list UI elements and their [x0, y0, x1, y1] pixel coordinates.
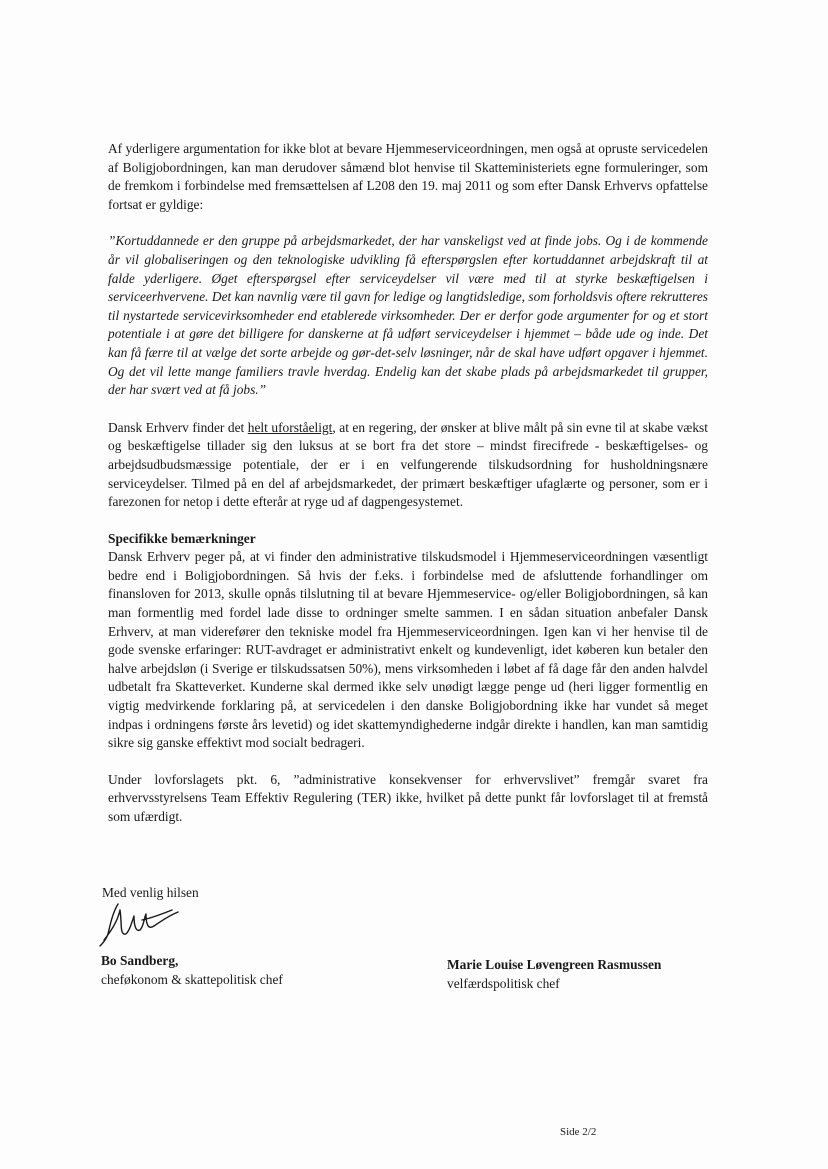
signature-icon	[98, 900, 180, 950]
emphasis-underlined: helt uforståeligt	[247, 419, 333, 435]
paragraph-2-start: Dansk Erhverv finder det	[108, 419, 248, 435]
paragraph-argumentation: Af yderligere argumentation for ikke blot at bevare Hjemmeserviceordningen, men også at opruste servicedelen af Boligjobordningen, kan man derudover såmænd blot henvise til Skatteministeriets egne formuleringer, som de fremkom i forbindelse med fremsættelsen af L208 den 19. maj 2011 og som efter Dansk Erhvervs opfattelse fortsat er gyldige:	[108, 141, 708, 212]
signer-right	[447, 955, 661, 993]
signer-right-name: Marie Louise Løvengreen Rasmussen	[447, 957, 662, 972]
signer-left	[101, 951, 283, 989]
paragraph-dansk-erhverv	[108, 419, 708, 512]
signer-left-title: cheføkonom & skattepolitisk chef	[101, 972, 283, 987]
closing-greeting: Med venlig hilsen	[102, 885, 199, 900]
signer-left-name: Bo Sandberg,	[101, 953, 179, 968]
document-body	[108, 140, 708, 827]
paragraph-2-end: , at en regering, der ønsker at blive målt på sin evne til at skabe vækst og beskæftigelse tillader sig den luksus at se bort fra det store – mindst firecifrede - beskæftigelses- og arbejdsudbudsmæssige potentiale, der er i en velfungerende tilskudsordning for husholdningsnære serviceydelser. Tilmed på en del af arbejdsmarkedet, der primært beskæftiger ufaglærte og personer, som er i farezonen for netop i dette efterår at ryge ud af dagpengesystemet.	[108, 419, 708, 510]
quote-skatteministeriet: ”Kortuddannede er den gruppe på arbejdsmarkedet, der har vanskeligst ved at finde jobs. Og i de kommende år vil globaliseringen og den teknologiske udvikling få efterspørgslen efter kortuddannet arbejdskraft til at falde yderligere. Øget efterspørgsel efter serviceydelser vil være med til at styrke beskæftigelsen i serviceerhvervene. Det kan navnlig være til gavn for ledige og langtidsledige, som forholdsvis oftere rekrutteres til nystartede servicevirksomheder end etablerede virksomheder. Der er derfor gode argumenter for og et stort potentiale i at gøre det billigere for danskerne at få udført serviceydelser i hjemmet – både ude og inde. Det kan få færre til at vælge det sorte arbejde og gør-det-selv løsninger, når de skal have udført opgaver i hjemmet. Og det vil lette mange familiers travle hverdag. Endelig kan det skabe plads på arbejdsmarkedet til grupper, der har svært ved at få jobs.”	[108, 233, 708, 398]
paragraph-lovforslag: Under lovforslagets pkt. 6, ”administrative konsekvenser for erhvervslivet” fremgår svaret fra erhvervsstyrelsens Team Effektiv Regulering (TER) ikke, hvilket på dette punkt får lovforslaget til at fremstå som ufærdigt.	[108, 771, 708, 824]
paragraph-specific-remarks: Dansk Erhverv peger på, at vi finder den administrative tilskudsmodel i Hjemmeserviceordningen væsentligt bedre end i Boligjobordningen. Så hvis der f.eks. i forbindelse med de afsluttende forhandlinger om finansloven for 2013, skulle opnås tilslutning til at bevare Hjemmeservice- og/eller Boligjobordningen, så kan man formentlig med fordel lade disse to ordninger smelte sammen. I en sådan situation anbefaler Dansk Erhverv, at man viderefører den tekniske model fra Hjemmeserviceordningen. Igen kan vi her henvise til de gode svenske erfaringer: RUT-avdraget er administrativt enkelt og kundevenligt, idet køberen kun betaler den halve arbejdsløn (i Sverige er tilskudssatsen 50%), mens virksomheden i løbet af få dage får den anden halvdel udbetalt fra Skatteverket. Kunderne skal dermed ikke selv unødigt lægge penge ud (heri ligger formentlig en vigtig medvirkende forklaring på, at servicedelen i den danske Boligjobordning ikke har vundet så meget indpas i ordningens første års levetid) og idet skattemyndighederne indgår direkte i handlen, kan man samtidig sikre sig ganske effektivt mod socialt bedrageri.	[108, 549, 708, 751]
section-heading: Specifikke bemærkninger	[108, 530, 256, 546]
page-number: Side 2/2	[560, 1126, 597, 1138]
signer-right-title: velfærdspolitisk chef	[447, 976, 560, 991]
